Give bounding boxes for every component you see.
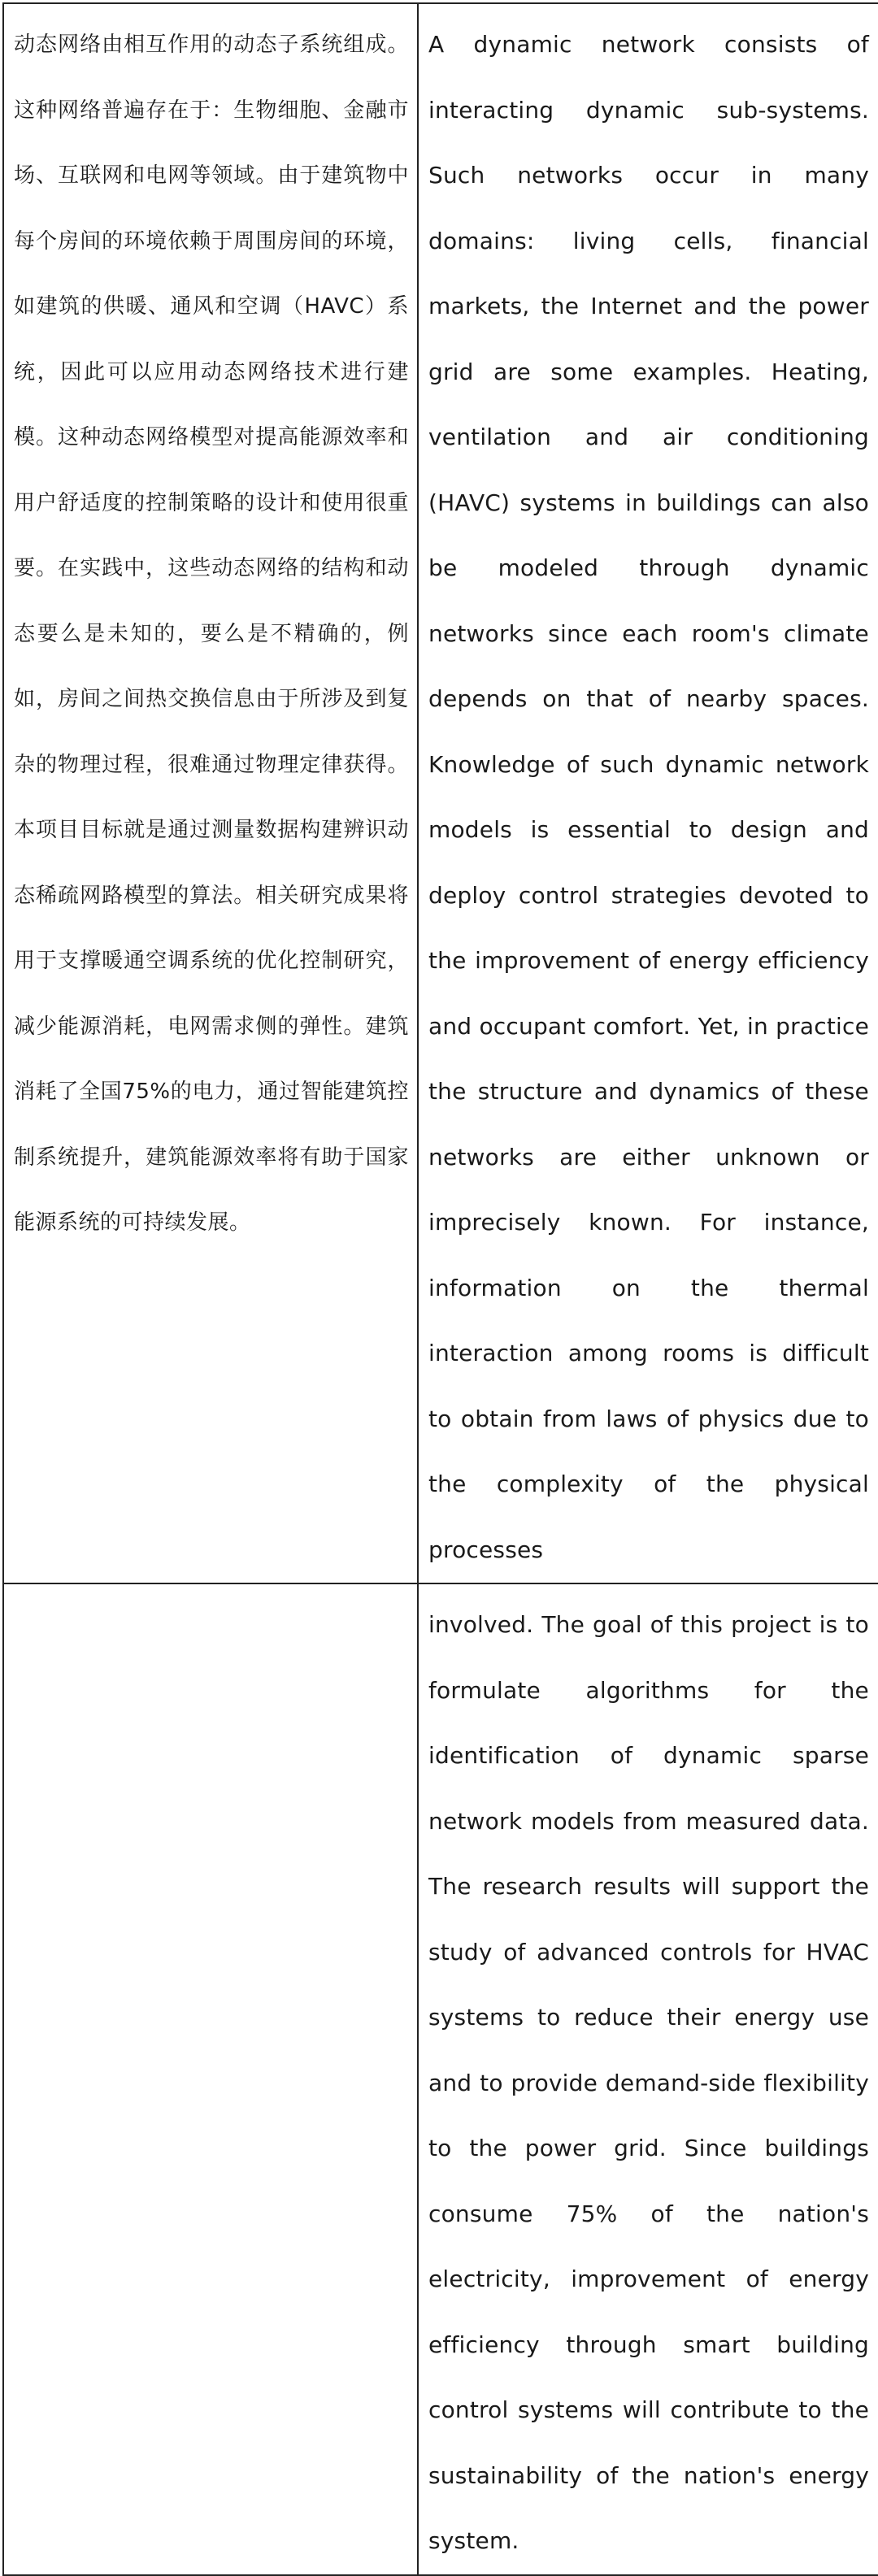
table-row (3, 3, 878, 1583)
english-paragraph-part2: involved. The goal of this project is to formulate algorithms for the identification of dynamic sparse network models from measured data. The research results will support the study of advanced controls for HVAC systems to reduce their energy use and to provide demand-side flexibility to the power grid. Since buildings consume 75% of the nation's electricity, improvement of energy efficiency through smart building control systems will contribute to the sustainability of the nation's energy system. (428, 1611, 869, 2554)
table-row (3, 1583, 878, 2575)
english-cell (418, 3, 878, 1583)
bilingual-table (2, 2, 878, 2576)
english-cell-continued (418, 1583, 878, 2575)
empty-cell (3, 1583, 418, 2575)
english-paragraph-part1: A dynamic network consists of interacting dynamic sub-systems. Such networks occur in many domains: living cells, financial markets, the Internet and the power grid are some examples. Heating, ventilation and air conditioning (HAVC) systems in buildings can also be modeled through dynamic networks since each room's climate depends on that of nearby spaces. Knowledge of such dynamic network models is essential to design and deploy control strategies devoted to the improvement of energy efficiency and occupant comfort. Yet, in practice the structure and dynamics of these networks are either unknown or imprecisely known. For instance, information on the thermal interaction among rooms is difficult to obtain from laws of physics due to the complexity of the physical processes (428, 31, 869, 1563)
chinese-paragraph: 动态网络由相互作用的动态子系统组成。这种网络普遍存在于：生物细胞、金融市场、互联网和电网等领域。由于建筑物中每个房间的环境依赖于周围房间的环境，如建筑的供暖、通风和空调（HAVC）系统，因此可以应用动态网络技术进行建模。这种动态网络模型对提高能源效率和用户舒适度的控制策略的设计和使用很重要。在实践中，这些动态网络的结构和动态要么是未知的，要么是不精确的，例如，房间之间热交换信息由于所涉及到复杂的物理过程，很难通过物理定律获得。本项目目标就是通过测量数据构建辨识动态稀疏网路模型的算法。相关研究成果将用于支撑暖通空调系统的优化控制研究，减少能源消耗，电网需求侧的弹性。建筑消耗了全国75%的电力，通过智能建筑控制系统提升，建筑能源效率将有助于国家能源系统的可持续发展。 (14, 33, 409, 1235)
chinese-cell (3, 3, 418, 1583)
